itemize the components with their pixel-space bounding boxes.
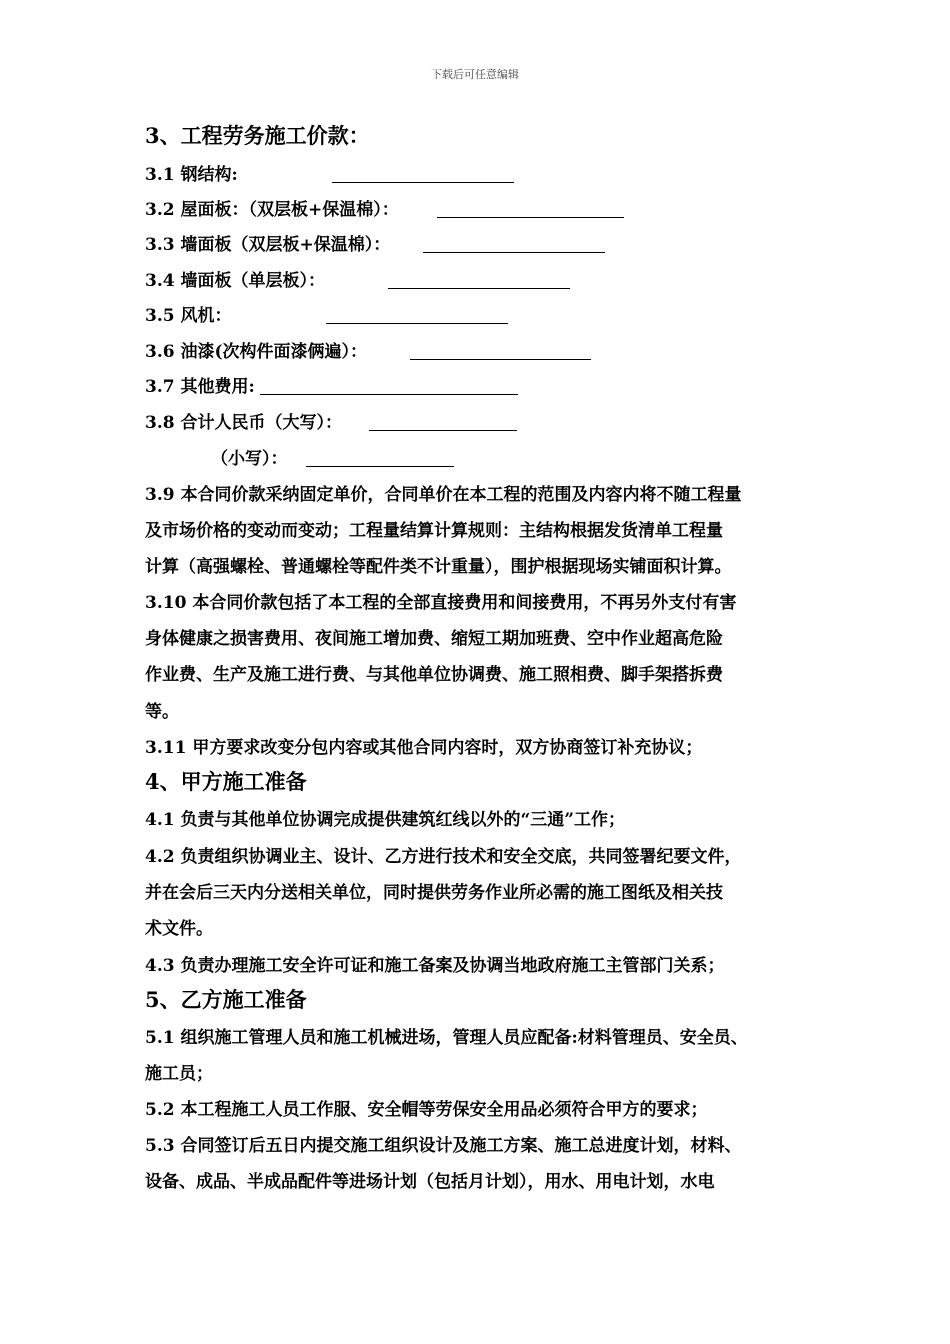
fill-blank[interactable] bbox=[332, 164, 514, 183]
para-4-3: 4.3 负责办理施工安全许可证和施工备案及协调当地政府施工主管部门关系； bbox=[145, 956, 725, 976]
fill-blank[interactable] bbox=[306, 448, 454, 467]
para-5-3-line1: 5.3 合同签订后五日内提交施工组织设计及施工方案、施工总进度计划，材料、 bbox=[145, 1136, 742, 1156]
para-4-2-line2: 并在会后三天内分送相关单位，同时提供劳务作业所必需的施工图纸及相关技 bbox=[145, 883, 723, 903]
para-4-1: 4.1 负责与其他单位协调完成提供建筑红线以外的“三通”工作； bbox=[145, 810, 626, 830]
para-5-2: 5.2 本工程施工人员工作服、安全帽等劳保安全用品必须符合甲方的要求； bbox=[145, 1100, 708, 1120]
section-4-title: 4、甲方施工准备 bbox=[145, 769, 307, 794]
para-4-2-line3: 术文件。 bbox=[145, 919, 213, 939]
para-3-9-line3: 计算（高强螺栓、普通螺栓等配件类不计重量），围护根据现场实铺面积计算。 bbox=[145, 557, 732, 577]
item-3-6 bbox=[145, 341, 367, 363]
item-3-8-small bbox=[211, 448, 288, 470]
item-3-4-label: 3.4 墙面板（单层板）： bbox=[145, 271, 325, 291]
item-3-8-small-label: （小写）： bbox=[211, 449, 288, 469]
section-3-title: 3、工程劳务施工价款： bbox=[145, 123, 370, 148]
para-4-2-line1: 4.2 负责组织协调业主、设计、乙方进行技术和安全交底，共同签署纪要文件， bbox=[145, 847, 742, 867]
fill-blank[interactable] bbox=[260, 376, 518, 395]
item-3-8 bbox=[145, 412, 342, 434]
para-3-11: 3.11 甲方要求改变分包内容或其他合同内容时，双方协商签订补充协议； bbox=[145, 738, 703, 758]
item-3-7-label: 3.7 其他费用: bbox=[145, 377, 255, 397]
item-3-4 bbox=[145, 270, 325, 292]
section-5-title: 5、乙方施工准备 bbox=[145, 987, 307, 1012]
para-3-10-line4: 等。 bbox=[145, 702, 179, 722]
item-3-5 bbox=[145, 305, 232, 327]
item-3-7 bbox=[145, 376, 255, 398]
para-5-1-line1: 5.1 组织施工管理人员和施工机械进场，管理人员应配备:材料管理员、安全员、 bbox=[145, 1028, 748, 1048]
item-3-3-label: 3.3 墙面板（双层板+保温棉）： bbox=[145, 235, 391, 255]
item-3-5-label: 3.5 风机： bbox=[145, 306, 232, 326]
item-3-3 bbox=[145, 234, 390, 256]
item-3-2-label: 3.2 屋面板：（双层板+保温棉）： bbox=[145, 200, 399, 220]
item-3-2 bbox=[145, 199, 399, 221]
para-3-10-line1: 3.10 本合同价款包括了本工程的全部直接费用和间接费用，不再另外支付有害 bbox=[145, 593, 737, 613]
fill-blank[interactable] bbox=[369, 412, 517, 431]
para-5-1-line2: 施工员； bbox=[145, 1064, 213, 1084]
item-3-1-label: 3.1 钢结构: bbox=[145, 165, 238, 185]
page-header: 下载后可任意编辑 bbox=[431, 68, 519, 81]
para-3-9-line1: 3.9 本合同价款采纳固定单价，合同单价在本工程的范围及内容内将不随工程量 bbox=[145, 485, 742, 505]
item-3-6-label: 3.6 油漆(次构件面漆俩遍）： bbox=[145, 342, 368, 362]
para-3-10-line3: 作业费、生产及施工进行费、与其他单位协调费、施工照相费、脚手架搭拆费 bbox=[145, 665, 723, 685]
fill-blank[interactable] bbox=[326, 305, 508, 324]
para-3-10-line2: 身体健康之损害费用、夜间施工增加费、缩短工期加班费、空中作业超高危险 bbox=[145, 629, 723, 649]
fill-blank[interactable] bbox=[437, 199, 624, 218]
fill-blank[interactable] bbox=[423, 234, 605, 253]
para-5-3-line2: 设备、成品、半成品配件等进场计划（包括月计划），用水、用电计划，水电 bbox=[145, 1172, 715, 1192]
fill-blank[interactable] bbox=[388, 270, 570, 289]
fill-blank[interactable] bbox=[410, 341, 591, 360]
para-3-9-line2: 及市场价格的变动而变动；工程量结算计算规则：主结构根据发货清单工程量 bbox=[145, 521, 723, 541]
item-3-1 bbox=[145, 164, 238, 186]
item-3-8-label: 3.8 合计人民币（大写）： bbox=[145, 413, 342, 433]
